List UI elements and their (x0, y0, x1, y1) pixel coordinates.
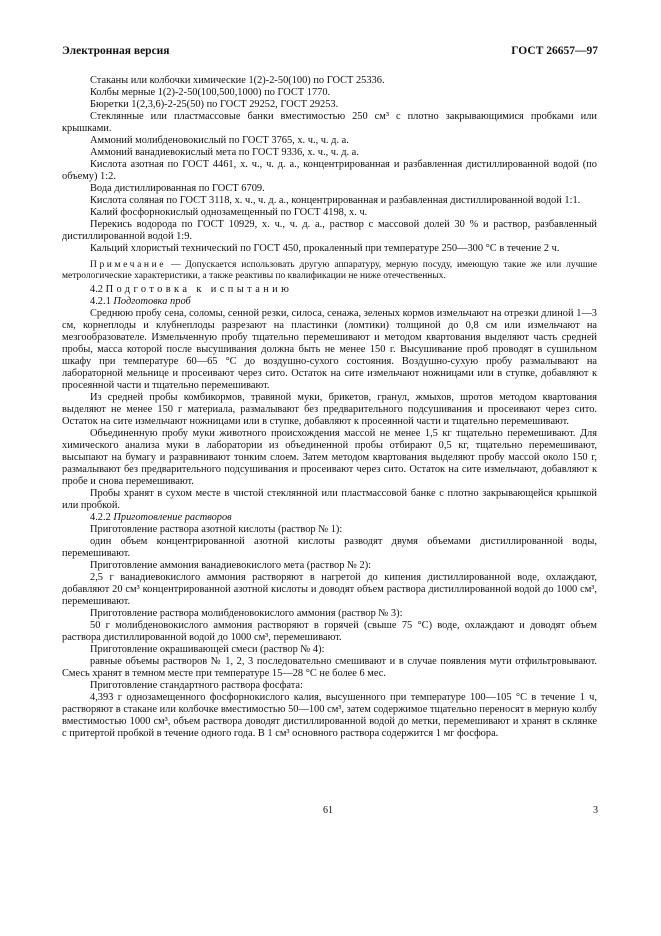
paragraph: Бюретки 1(2,3,6)-2-25(50) по ГОСТ 29252, ГОСТ 29253. (90, 99, 339, 110)
document-body (62, 75, 597, 740)
subsection-heading (62, 512, 597, 524)
paragraph: Объединенную пробу муки животного происхождения массой не менее 1,5 кг тщательно перемешивают. Для химического анализа муки в лаборатории из объединенной пробы отбирают 0,5 кг, тщательно перемешивают, высыпают на бумагу и разравнивают тонким слоем. Затем методом квартования выделяют пробу массой около 150 г, размалывают без предварительного подсушивания и просеивают через сито. Остаток на сите измельчают, добавляют к пробе и снова перемешивают. (62, 428, 597, 488)
section-title: Подготовка к испытанию (105, 284, 293, 296)
note (62, 260, 597, 282)
note-label: Примечание (90, 260, 167, 270)
subsection-title: Приготовление растворов (113, 512, 232, 524)
section-number: 4.2 (90, 284, 103, 296)
page-number: 61 (323, 805, 333, 816)
paragraph: Кальций хлористый технический по ГОСТ 450, прокаленный при температуре 250—300 °С в течение 2 ч. (90, 243, 560, 254)
paragraph: Аммоний ванадиевокислый мета по ГОСТ 9336, х. ч., ч. д. а. (90, 147, 359, 158)
document-code: ГОСТ 26657—97 (511, 45, 598, 57)
paragraph: Из средней пробы комбикормов, травяной муки, брикетов, гранул, жмыхов, шротов методом квартования выделяют не менее 150 г материала, размалывают без предварительного подсушивания и просеивают через сито. Остаток на сите измельчают ножницами или в ступке, добавляют к просеянной части и тщательно перемешивают. (62, 392, 597, 428)
paragraph: Пробы хранят в сухом месте в чистой стеклянной или пластмассовой банке с плотно закрывающейся крышкой или пробкой. (62, 488, 597, 512)
paragraph: один объем концентрированной азотной кислоты разводят двумя объемами дистиллированной воды, перемешивают. (62, 536, 597, 560)
paragraph: Приготовление раствора азотной кислоты (раствор № 1): (90, 524, 343, 536)
paragraph: Приготовление раствора молибденовокислого аммония (раствор № 3): (90, 608, 403, 620)
subsection-number: 4.2.1 (90, 296, 111, 308)
subsection-number: 4.2.2 (90, 512, 111, 524)
paragraph: Среднюю пробу сена, соломы, сенной резки, силоса, сенажа, зеленых кормов измельчают на отрезки длиной 1—3 см, корнеплоды и клубнеплоды разрезают на пластинки (ломтики) толщиной до 0,8 см или измельчают на мезгообразователе. Измельченную пробу тщательно перемешивают и методом квартования выделяют часть средней пробы, масса которой после высушивания должна быть не менее 150 г. Высушивание проб проводят в сушильном шкафу при температуре 60—65 °С до воздушно-сухого состояния. Воздушно-сухую пробу размалывают на лабораторной мельнице и просеивают через сито. Остаток на сите измельчают ножницами или в ступке, добавляют к просеянной части и тщательно перемешивают. (62, 308, 597, 392)
paragraph: Перекись водорода по ГОСТ 10929, х. ч., ч. д. а., раствор с массовой долей 30 % и раствор, разбавленный дистиллированной водой 1:9. (62, 219, 597, 242)
paragraph: Стеклянные или пластмассовые банки вместимостью 250 см³ с плотно закрывающимися пробками или крышками. (62, 111, 597, 134)
paragraph: 50 г молибденовокислого аммония растворяют в горячей (свыше 75 °С) воде, охлаждают и доводят объем раствора дистиллированной водой до 1000 см³, перемешивают. (62, 620, 597, 644)
paragraph: Вода дистиллированная по ГОСТ 6709. (90, 183, 265, 194)
paragraph: Приготовление стандартного раствора фосфата: (90, 680, 303, 692)
paragraph: равные объемы растворов № 1, 2, 3 последовательно смешивают и в случае появления мути отфильтровывают. Смесь хранят в темном месте при температуре 15—28 °С не более 6 мес. (62, 656, 597, 680)
paragraph: Приготовление окрашивающей смеси (раствор № 4): (90, 644, 325, 656)
section-heading (62, 284, 597, 296)
paragraph: Аммоний молибденовокислый по ГОСТ 3765, х. ч., ч. д. а. (90, 135, 349, 146)
paragraph: Кислота соляная по ГОСТ 3118, х. ч., ч. д. а., концентрированная и разбавленная дистиллированной водой 1:1. (90, 195, 581, 206)
paragraph: 4,393 г однозамещенного фосфорнокислого калия, высушенного при температуре 100—105 °С в течение 1 ч, растворяют в стакане или колбочке вместимостью 50—100 см³, затем содержимое тщательно переносят в мерную колбу вместимостью 1000 см³, объем раствора доводят дистиллированной водой до метки, перемешивают и хранят в склянке с притертой пробкой в течение одного года. В 1 см³ основного раствора содержится 1 мг фосфора. (62, 692, 597, 740)
paragraph: 2,5 г ванадиевокислого аммония растворяют в нагретой до кипения дистиллированной воде, охлаждают, добавляют 20 см³ концентрированной азотной кислоты и доводят объем раствора дистиллированной водой до 1000 см³, перемешивают. (62, 572, 597, 608)
paragraph: Кислота азотная по ГОСТ 4461, х. ч., ч. д. а., концентрированная и разбавленная дистиллированной водой (по объему) 1:2. (62, 159, 597, 182)
subsection-title: Подготовка проб (113, 296, 191, 308)
running-header-left: Электронная версия (62, 45, 170, 57)
paragraph: Приготовление аммония ванадиевокислого мета (раствор № 2): (90, 560, 372, 572)
subsection-heading (62, 296, 597, 308)
paragraph: Калий фосфорнокислый однозамещенный по ГОСТ 4198, х. ч. (90, 207, 368, 218)
paragraph: Стаканы или колбочки химические 1(2)-2-50(100) по ГОСТ 25336. (90, 75, 385, 86)
sheet-number: 3 (593, 805, 598, 816)
note-text: — Допускается использовать другую аппаратуру, мерную посуду, имеющую такие же или лучшие метрологические характеристики, а также реактивы по квалификации не ниже отечественных. (62, 260, 597, 282)
paragraph: Колбы мерные 1(2)-2-50(100,500,1000) по ГОСТ 1770. (90, 87, 331, 98)
